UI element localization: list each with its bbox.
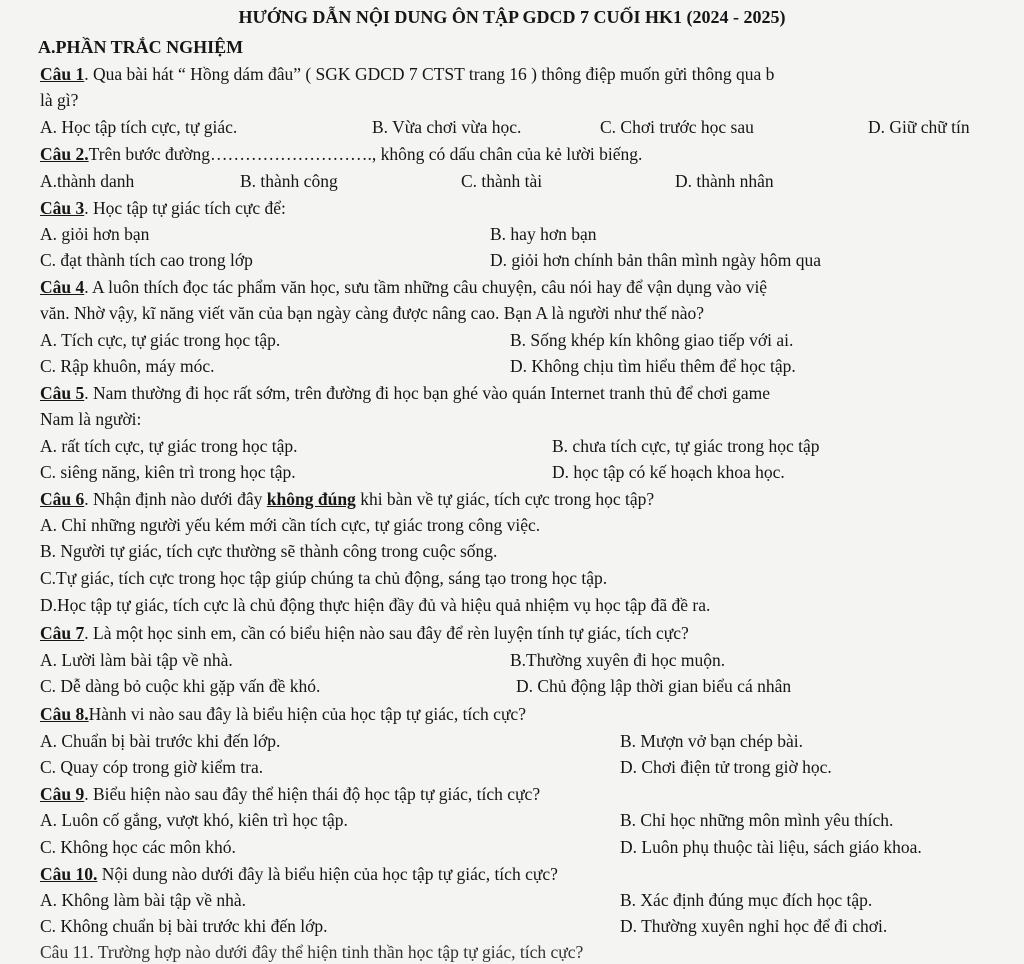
question-4-cont: văn. Nhờ vậy, kĩ năng viết văn của bạn ngày càng được nâng cao. Bạn A là người như thế nào? <box>40 303 704 323</box>
option-d: D.Học tập tự giác, tích cực là chủ động thực hiện đầy đủ và hiệu quả nhiệm vụ học tập đã đề ra. <box>40 595 711 615</box>
option-c: C. Dễ dàng bỏ cuộc khi gặp vấn đề khó. <box>40 676 321 696</box>
option-c: C. thành tài <box>461 171 543 191</box>
question-4 <box>40 275 1024 299</box>
question-4-options-row2 <box>40 354 1024 378</box>
option-a: A. giỏi hơn bạn <box>40 224 150 244</box>
option-c: C. Không học các môn khó. <box>40 837 236 857</box>
question-text: Trên bước đường………………………., không có dấu chân của kẻ lười biếng. <box>88 144 643 164</box>
option-d: D. Luôn phụ thuộc tài liệu, sách giáo khoa. <box>620 837 922 857</box>
option-b: B. Xác định đúng mục đích học tập. <box>620 890 873 910</box>
option-b: B. Sống khép kín không giao tiếp với ai. <box>510 330 794 350</box>
question-label: Câu 5 <box>40 383 85 403</box>
question-2-options <box>40 169 1024 193</box>
question-text: . Nhận định nào dưới đây <box>84 489 267 509</box>
question-3 <box>40 196 1024 220</box>
question-text: . A luôn thích đọc tác phẩm văn học, sưu tầm những câu chuyện, câu nói hay để vận dụng vào việ <box>84 277 768 297</box>
option-c: C. Chơi trước học sau <box>600 117 754 137</box>
question-text: Hành vi nào sau đây là biểu hiện của học tập tự giác, tích cực? <box>88 704 526 724</box>
option-c: C. siêng năng, kiên trì trong học tập. <box>40 462 296 482</box>
question-label: Câu 2. <box>40 144 89 164</box>
question-10 <box>40 862 1024 886</box>
question-6 <box>40 487 1024 511</box>
option-b: B. Mượn vở bạn chép bài. <box>620 731 804 751</box>
option-d: D. giỏi hơn chính bản thân mình ngày hôm qua <box>490 250 822 270</box>
option-b: B. Chỉ học những môn mình yêu thích. <box>620 810 894 830</box>
option-d: D. thành nhân <box>675 171 774 191</box>
negation-emphasis: không đúng <box>266 489 356 509</box>
option-a: A. Luôn cố gắng, vượt khó, kiên trì học tập. <box>40 810 348 830</box>
question-5-options-row2 <box>40 460 1024 484</box>
option-a: A. rất tích cực, tự giác trong học tập. <box>40 436 298 456</box>
option-b: B. chưa tích cực, tự giác trong học tập <box>552 436 820 456</box>
option-b: B. hay hơn bạn <box>490 224 597 244</box>
option-c: C. Không chuẩn bị bài trước khi đến lớp. <box>40 916 328 936</box>
question-8-options-row2 <box>40 755 1024 779</box>
option-a: A. Không làm bài tập về nhà. <box>40 890 247 910</box>
option-b: B. Vừa chơi vừa học. <box>372 117 522 137</box>
document-title: HƯỚNG DẪN NỘI DUNG ÔN TẬP GDCD 7 CUỐI HK1 (2024 - 2025) <box>238 7 786 27</box>
option-d: D. Thường xuyên nghỉ học để đi chơi. <box>620 916 888 936</box>
question-8-options-row1 <box>40 729 1024 753</box>
question-11-partial: Câu 11. Trường hợp nào dưới đây thể hiện tinh thần học tập tự giác, tích cực? <box>40 942 584 962</box>
question-2 <box>40 142 1024 166</box>
question-label: Câu 8. <box>40 704 89 724</box>
question-1-cont: là gì? <box>40 90 79 110</box>
question-8 <box>40 702 1024 726</box>
option-d: D. học tập có kế hoạch khoa học. <box>552 462 785 482</box>
question-text: . Qua bài hát “ Hồng dám đâu” ( SGK GDCD 7 CTST trang 16 ) thông điệp muốn gửi thông qua b <box>84 64 775 84</box>
question-5 <box>40 381 1024 405</box>
question-label: Câu 9 <box>40 784 85 804</box>
section-heading: A.PHẦN TRẮC NGHIỆM <box>38 37 244 57</box>
question-3-options-row2 <box>40 248 1024 272</box>
option-d: D. Chủ động lập thời gian biểu cá nhân <box>516 676 792 696</box>
option-c: C.Tự giác, tích cực trong học tập giúp chúng ta chủ động, sáng tạo trong học tập. <box>40 568 608 588</box>
question-text: . Nam thường đi học rất sớm, trên đường đi học bạn ghé vào quán Internet tranh thủ để chơi game <box>84 383 771 403</box>
question-3-options-row1 <box>40 222 1024 246</box>
question-label: Câu 10. <box>40 864 98 884</box>
question-10-options-row2 <box>40 914 1024 938</box>
option-d: D. Không chịu tìm hiểu thêm để học tập. <box>510 356 796 376</box>
question-label: Câu 6 <box>40 489 85 509</box>
question-7 <box>40 621 1024 645</box>
option-a: A. Chuẩn bị bài trước khi đến lớp. <box>40 731 281 751</box>
question-4-options-row1 <box>40 328 1024 352</box>
question-9 <box>40 782 1024 806</box>
question-text: . Là một học sinh em, cần có biểu hiện nào sau đây để rèn luyện tính tự giác, tích cực? <box>84 623 689 643</box>
question-label: Câu 4 <box>40 277 85 297</box>
option-c: C. Quay cóp trong giờ kiểm tra. <box>40 757 264 777</box>
question-10-options-row1 <box>40 888 1024 912</box>
question-text: Nội dung nào dưới đây là biểu hiện của học tập tự giác, tích cực? <box>97 864 558 884</box>
option-a: A. Chỉ những người yếu kém mới cần tích cực, tự giác trong công việc. <box>40 515 541 535</box>
question-text-end: khi bàn về tự giác, tích cực trong học tập? <box>355 489 655 509</box>
question-5-options-row1 <box>40 434 1024 458</box>
question-7-options-row2 <box>40 674 1024 698</box>
question-1 <box>40 62 1024 86</box>
question-5-cont: Nam là người: <box>40 409 142 429</box>
option-d: D. Giữ chữ tín <box>868 117 970 137</box>
question-9-options-row2 <box>40 835 1024 859</box>
question-label: Câu 7 <box>40 623 85 643</box>
option-b: B.Thường xuyên đi học muộn. <box>510 650 726 670</box>
option-a: A. Lười làm bài tập về nhà. <box>40 650 233 670</box>
question-7-options-row1 <box>40 648 1024 672</box>
option-b: B. Người tự giác, tích cực thường sẽ thành công trong cuộc sống. <box>40 541 498 561</box>
question-label: Câu 1 <box>40 64 85 84</box>
question-9-options-row1 <box>40 808 1024 832</box>
option-a: A. Tích cực, tự giác trong học tập. <box>40 330 281 350</box>
option-a: A. Học tập tích cực, tự giác. <box>40 117 238 137</box>
question-label: Câu 3 <box>40 198 85 218</box>
option-c: C. Rập khuôn, máy móc. <box>40 356 215 376</box>
option-a: A.thành danh <box>40 171 135 191</box>
option-d: D. Chơi điện tử trong giờ học. <box>620 757 832 777</box>
option-b: B. thành công <box>240 171 338 191</box>
question-text: . Biểu hiện nào sau đây thể hiện thái độ học tập tự giác, tích cực? <box>84 784 541 804</box>
option-c: C. đạt thành tích cao trong lớp <box>40 250 253 270</box>
question-text: . Học tập tự giác tích cực để: <box>84 198 286 218</box>
question-1-options <box>40 115 1024 139</box>
